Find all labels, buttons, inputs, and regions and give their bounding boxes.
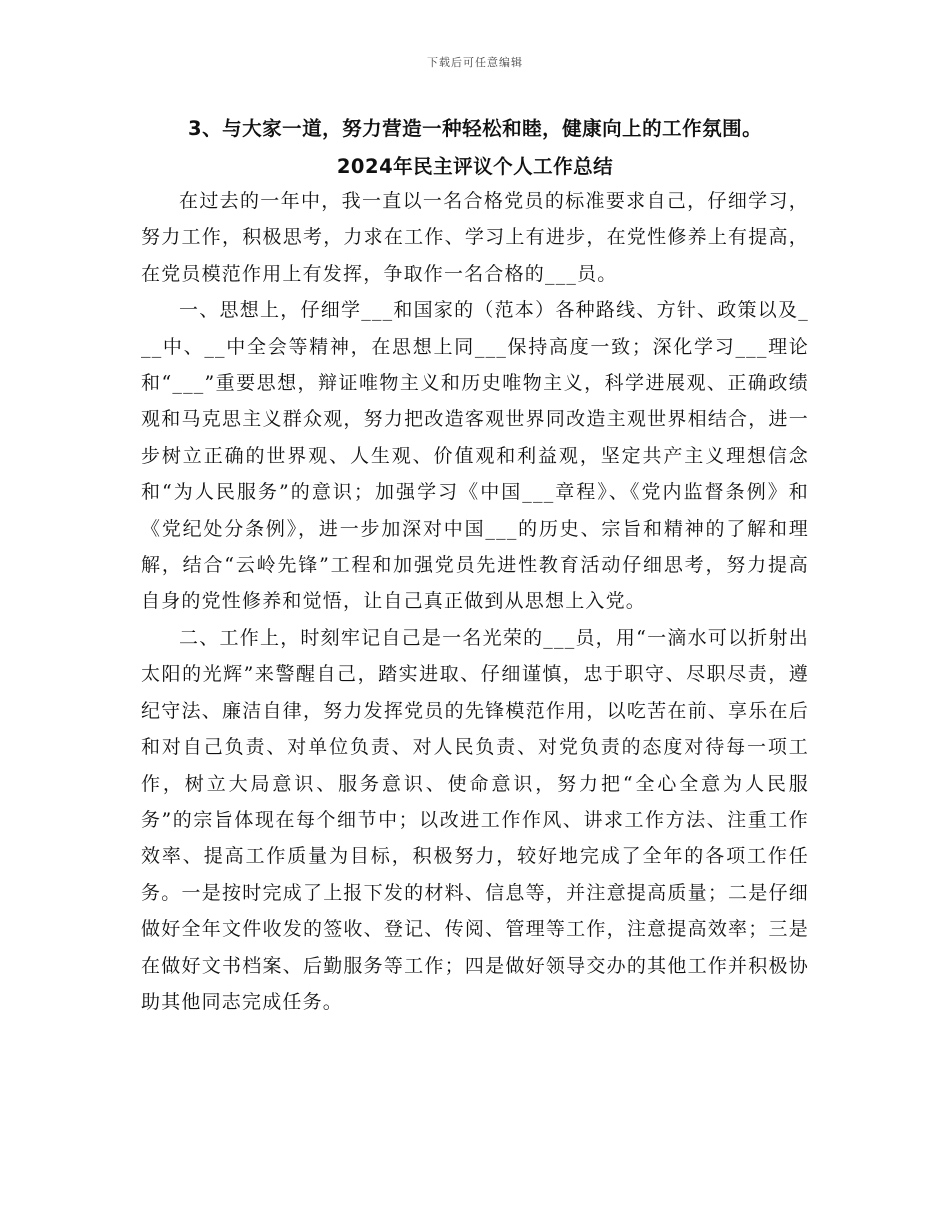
paragraph-intro: 在过去的一年中，我一直以一名合格党员的标准要求自己，仔细学习，努力工作，积极思考，力求在工作、学习上有进步，在党性修养上有提高，在党员模范作用上有发挥，争取作一名合格的___员。 — [141, 190, 809, 285]
paragraph-ideology: 一、思想上，仔细学___和国家的（范本）各种路线、方针、政策以及___中、__中全会等精神，在思想上同___保持高度一致；深化学习___理论和“___”重要思想，辩证唯物主义和历史唯物主义，科学进展观、正确政绩观和马克思主义群众观，努力把改造客观世界同改造主观世界相结合，进一步树立正确的世界观、人生观、价值观和利益观，坚定共产主义理想信念和“为人民服务”的意识；加强学习《中国___章程》、《党内监督条例》和《党纪处分条例》，进一步加深对中国___的历史、宗旨和精神的了解和理解，结合“云岭先锋”工程和加强党员先进性教育活动仔细思考，努力提高自身的党性修养和觉悟，让自己真正做到从思想上入党。 — [141, 299, 809, 613]
document-body — [141, 183, 809, 1020]
header-note: 下载后可任意编辑 — [427, 56, 523, 69]
lead-line: 3、与大家一道，努力营造一种轻松和睦，健康向上的工作氛围。 — [188, 117, 763, 140]
document-title: 2024年民主评议个人工作总结 — [336, 155, 614, 178]
paragraph-work: 二、工作上，时刻牢记自己是一名光荣的___员，用“一滴水可以折射出太阳的光辉”来警醒自己，踏实进取、仔细谨慎，忠于职守、尽职尽责，遵纪守法、廉洁自律，努力发挥党员的先锋模范作用，以吃苦在前、享乐在后和对自己负责、对单位负责、对人民负责、对党负责的态度对待每一项工作，树立大局意识、服务意识、使命意识，努力把“全心全意为人民服务”的宗旨体现在每个细节中；以改进工作作风、讲求工作方法、注重工作效率、提高工作质量为目标，积极努力，较好地完成了全年的各项工作任务。一是按时完成了上报下发的材料、信息等，并注意提高质量；二是仔细做好全年文件收发的签收、登记、传阅、管理等工作，注意提高效率；三是在做好文书档案、后勤服务等工作；四是做好领导交办的其他工作并积极协助其他同志完成任务。 — [141, 626, 809, 1013]
